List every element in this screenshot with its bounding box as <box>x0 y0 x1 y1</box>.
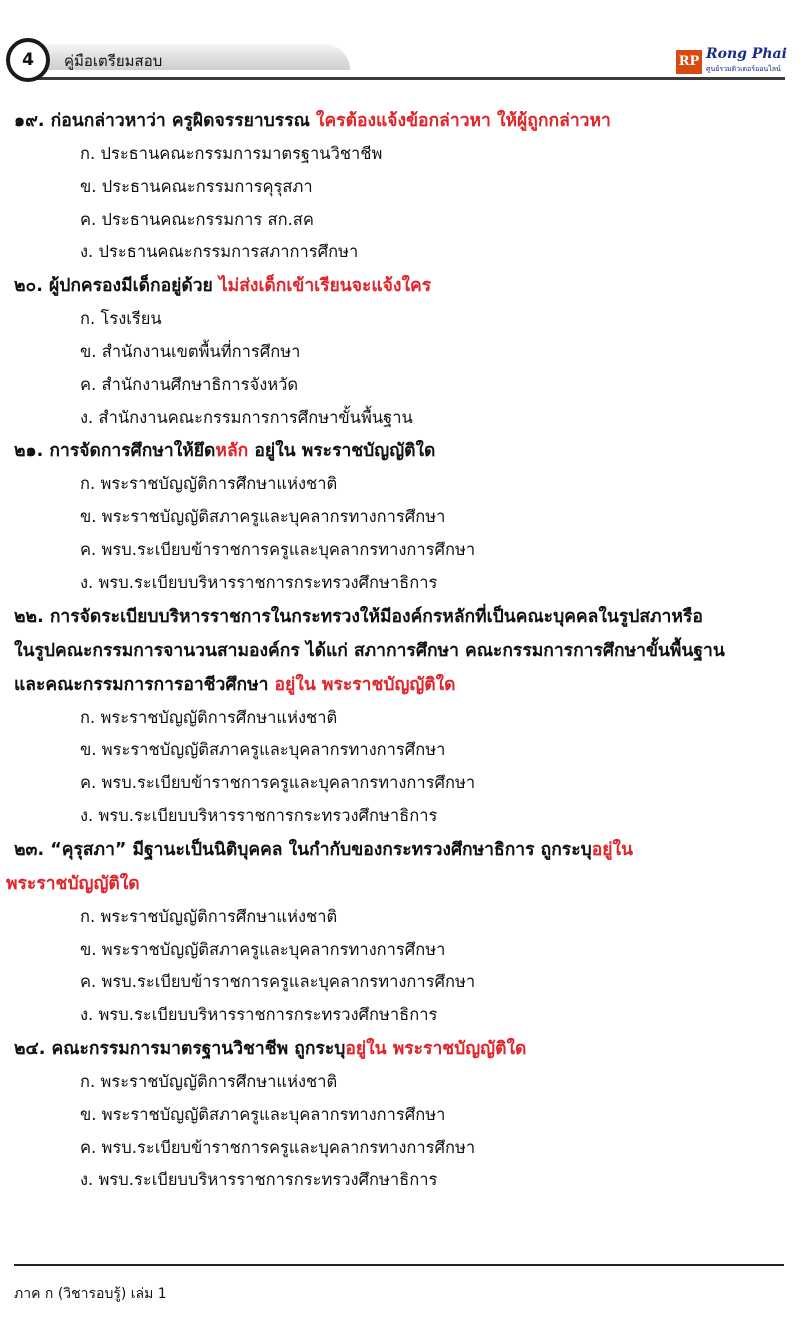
question-number: ๒๓. <box>14 839 45 860</box>
question-23-line-1 <box>14 833 784 867</box>
choice-19-d: ง. ประธานคณะกรรมการสภาการศึกษา <box>80 242 359 262</box>
choice-19-c: ค. ประธานคณะกรรมการ สก.สค <box>80 209 314 229</box>
question-number: ๒๒. <box>14 606 44 627</box>
choice-23-a: ก. พระราชบัญญัติการศึกษาแห่งชาติ <box>80 906 338 926</box>
question-text: ผู้ปกครองมีเด็กอยู่ด้วย <box>48 276 213 297</box>
choice-24-b: ข. พระราชบัญญัติสภาครูและบุคลากรทางการศึกษา <box>80 1104 446 1124</box>
choice-19-a: ก. ประธานคณะกรรมการมาตรฐานวิชาชีพ <box>80 144 383 163</box>
question-number: ๒๑. <box>14 441 44 462</box>
question-number: ๒๔. <box>14 1038 46 1059</box>
question-highlight: ใครต้องแจ้งข้อกล่าวหา ให้ผู้ถูกกล่าวหา <box>315 111 611 131</box>
choice-20-b: ข. สำนักงานเขตพื้นที่การศึกษา <box>80 341 301 361</box>
question-highlight: อยู่ใน <box>591 839 633 860</box>
choice-22-c: ค. พรบ.ระเบียบข้าราชการครูและบุคลากรทางการศึกษา <box>80 773 476 793</box>
question-text: คณะกรรมการมาตรฐานวิชาชีพ ถูกระบุ <box>51 1038 346 1059</box>
choice-24-c: ค. พรบ.ระเบียบข้าราชการครูและบุคลากรทางการศึกษา <box>80 1137 476 1157</box>
choice-23-b: ข. พระราชบัญญัติสภาครูและบุคลากรทางการศึกษา <box>80 939 446 959</box>
question-highlight: หลัก <box>215 441 249 462</box>
page-header <box>0 0 800 92</box>
choice-21-c: ค. พรบ.ระเบียบข้าราชการครูและบุคลากรทางการศึกษา <box>80 539 476 559</box>
choice-19-b: ข. ประธานคณะกรรมการคุรุสภา <box>80 176 313 196</box>
logo-mark-icon: RP <box>676 50 702 74</box>
logo-name: Rong Phai <box>706 46 787 62</box>
question-22-line-2: ในรูปคณะกรรมการจานวนสามองค์กร ได้แก่ สภาการศึกษา คณะกรรมการการศึกษาขั้นพื้นฐาน <box>14 640 725 661</box>
footer-rule <box>14 1264 784 1266</box>
choice-24-d: ง. พรบ.ระเบียบบริหารราชการกระทรวงศึกษาธิการ <box>80 1170 438 1190</box>
question-text: “คุรุสภา” มีฐานะเป็นนิติบุคคล ในกำกับของกระทรวงศึกษาธิการ ถูกระบุ <box>50 839 592 860</box>
choice-23-d: ง. พรบ.ระเบียบบริหารราชการกระทรวงศึกษาธิการ <box>80 1005 438 1025</box>
header-rule <box>20 77 785 80</box>
book-title: คู่มือเตรียมสอบ <box>64 52 163 70</box>
choice-20-a: ก. โรงเรียน <box>80 309 162 329</box>
choice-20-c: ค. สำนักงานศึกษาธิการจังหวัด <box>80 374 299 394</box>
choice-21-a: ก. พระราชบัญญัติการศึกษาแห่งชาติ <box>80 474 338 494</box>
choice-23-c: ค. พรบ.ระเบียบข้าราชการครูและบุคลากรทางการศึกษา <box>80 972 476 992</box>
question-number: ๑๙. <box>14 111 45 131</box>
question-text: ก่อนกล่าวหาว่า ครูผิดจรรยาบรรณ <box>50 111 310 131</box>
choice-22-d: ง. พรบ.ระเบียบบริหารราชการกระทรวงศึกษาธิการ <box>80 805 438 825</box>
question-20 <box>14 269 784 303</box>
question-highlight: อยู่ใน พระราชบัญญัติใด <box>345 1038 527 1059</box>
question-22-line-3 <box>14 668 784 702</box>
question-text: การจัดระเบียบบริหารราชการในกระทรวงให้มีองค์กรหลักที่เป็นคณะบุคคลในรูปสภาหรือ <box>49 606 703 627</box>
page-number-badge: 4 <box>6 38 50 82</box>
question-text-after: อยู่ใน พระราชบัญญัติใด <box>254 441 436 462</box>
question-highlight: ไม่ส่งเด็กเข้าเรียนจะแจ้งใคร <box>218 276 432 297</box>
choice-24-a: ก. พระราชบัญญัติการศึกษาแห่งชาติ <box>80 1071 338 1091</box>
question-24 <box>14 1032 784 1066</box>
question-list <box>6 104 784 1197</box>
choice-21-d: ง. พรบ.ระเบียบบริหารราชการกระทรวงศึกษาธิการ <box>80 572 438 592</box>
choice-21-b: ข. พระราชบัญญัติสภาครูและบุคลากรทางการศึกษา <box>80 507 446 527</box>
question-21 <box>14 434 784 468</box>
question-text: การจัดการศึกษาให้ยึด <box>49 441 216 462</box>
question-text: และคณะกรรมการการอาชีวศึกษา <box>14 674 269 695</box>
rong-phai-logo <box>676 44 787 76</box>
choice-22-b: ข. พระราชบัญญัติสภาครูและบุคลากรทางการศึกษา <box>80 740 446 760</box>
question-22-line-1 <box>14 600 784 634</box>
logo-tagline: ศูนย์รวมติวเตอร์ออนไลน์ <box>706 65 781 73</box>
question-23-line-2: พระราชบัญญัติใด <box>6 873 140 894</box>
question-highlight: อยู่ใน พระราชบัญญัติใด <box>274 674 456 695</box>
choice-20-d: ง. สำนักงานคณะกรรมการการศึกษาขั้นพื้นฐาน <box>80 407 413 427</box>
page-footer: ภาค ก (วิชารอบรู้) เล่ม 1 <box>14 1286 167 1302</box>
choice-22-a: ก. พระราชบัญญัติการศึกษาแห่งชาติ <box>80 707 338 727</box>
question-number: ๒๐. <box>14 276 43 297</box>
question-19 <box>14 104 784 138</box>
